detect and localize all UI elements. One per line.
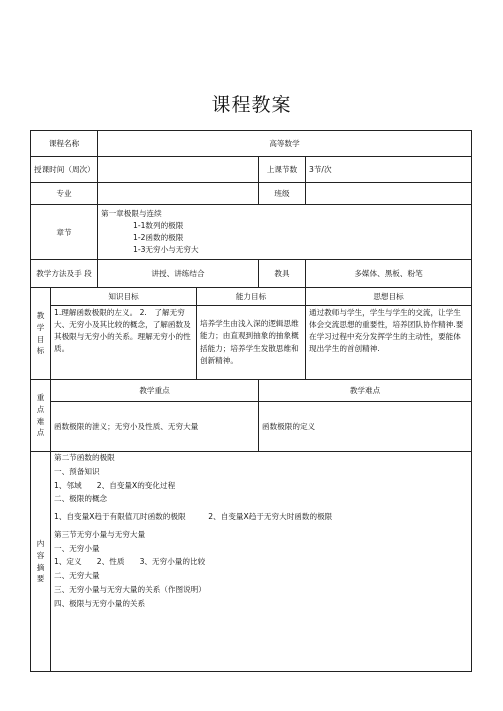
course-name-value: 高等数学 bbox=[98, 131, 472, 157]
knowledge-text: 1.理解函数极限的左义。 2. 了解无穷大、无穷小及其比较的概念，了解函数及其极限与无穷小的关系。理解无穷小的性 质。 bbox=[51, 306, 197, 380]
content-label: 内容摘要 bbox=[31, 452, 51, 672]
row-content bbox=[31, 452, 472, 672]
chapter-section: 1-3无穷小与无穷大 bbox=[133, 245, 199, 255]
content-line: 一、无穷小量 bbox=[54, 543, 100, 553]
row-course-name bbox=[31, 131, 472, 157]
class-label: 班级 bbox=[259, 183, 306, 205]
row-keypoints-body bbox=[31, 402, 472, 452]
row-schedule bbox=[31, 157, 472, 183]
chapter-section: 1-2函数的极限 bbox=[133, 233, 184, 242]
chapter-list bbox=[98, 205, 472, 260]
methods-label: 教学方法及手 段 bbox=[31, 260, 98, 288]
content-line: 1、定义 2、性质 3、无穷小量的比较 bbox=[54, 557, 206, 567]
periods-label: 上课节数 bbox=[259, 157, 306, 183]
content-line: 第二节函数的极限 bbox=[54, 453, 115, 462]
major-label: 专业 bbox=[31, 183, 98, 205]
content-line: 三、无穷小量与无穷大量的关系（作图说明） bbox=[54, 584, 206, 594]
content-line: 1、自变量X趋于有限值兀时函数的极限 2、自变量X趋于无穷大时函数的极限 bbox=[54, 512, 333, 522]
thought-text: 通过教师与学生，学生与学生的交流，让学生体会交流思想的重要性，培养团队协作精神.要在学习过程中充分发挥学生的主动性，要能体现出学生的首创精神. bbox=[306, 306, 472, 380]
ability-header: 能力目标 bbox=[197, 288, 306, 306]
tools-value: 多媒体、黑板、粉笔 bbox=[306, 260, 472, 288]
schedule-value bbox=[98, 157, 259, 183]
row-objectives-body bbox=[31, 306, 472, 380]
key-text: 函数极限的泄义；无穷小及性质、无穷大量 bbox=[51, 402, 259, 452]
knowledge-header: 知识目标 bbox=[51, 288, 197, 306]
chapter-section: 1-1数列的极限 bbox=[133, 220, 184, 230]
keypoints-label: 重点难点 bbox=[31, 380, 51, 452]
chapter-label: 章节 bbox=[31, 205, 98, 260]
content-line: 第三节无穷小量与无穷大量 bbox=[54, 529, 146, 539]
class-value bbox=[306, 183, 472, 205]
row-chapter bbox=[31, 205, 472, 260]
key-header: 教学重点 bbox=[51, 380, 259, 402]
schedule-label: 授课时间（周次） bbox=[31, 157, 98, 183]
row-major bbox=[31, 183, 472, 205]
content-line: 一、预备知识 bbox=[54, 466, 100, 476]
content-line: 二、无穷大量 bbox=[54, 571, 100, 581]
content-line: 四、极限与无穷小量的关系 bbox=[54, 598, 146, 608]
thought-header: 思想目标 bbox=[306, 288, 472, 306]
major-value bbox=[98, 183, 259, 205]
row-objectives-header bbox=[31, 288, 472, 306]
page-title: 课程教案 bbox=[211, 94, 292, 116]
row-methods bbox=[31, 260, 472, 288]
difficulty-header: 教学难点 bbox=[259, 380, 472, 402]
tools-label: 教具 bbox=[259, 260, 306, 288]
methods-value: 讲授、讲练结合 bbox=[98, 260, 259, 288]
content-line: 1、邻域 2、自变量X的变化过程 bbox=[54, 480, 176, 490]
content-summary bbox=[51, 452, 472, 672]
course-name-label: 课程名称 bbox=[31, 131, 98, 157]
row-keypoints-header bbox=[31, 380, 472, 402]
ability-text: 培养学生由浅入深的逻辑思维能力；由直观到抽象的抽象概括能力；培养学生发散思维和创新精神。 bbox=[197, 306, 306, 380]
lesson-plan-table bbox=[30, 130, 472, 672]
content-line: 二、极限的概念 bbox=[54, 494, 108, 504]
difficulty-text: 函数极限的定义 bbox=[259, 402, 472, 452]
periods-value: 3节/次 bbox=[306, 157, 472, 183]
chapter-heading: 第一章极限与连续 bbox=[101, 208, 162, 218]
objectives-label: 教学目标 bbox=[31, 288, 51, 380]
